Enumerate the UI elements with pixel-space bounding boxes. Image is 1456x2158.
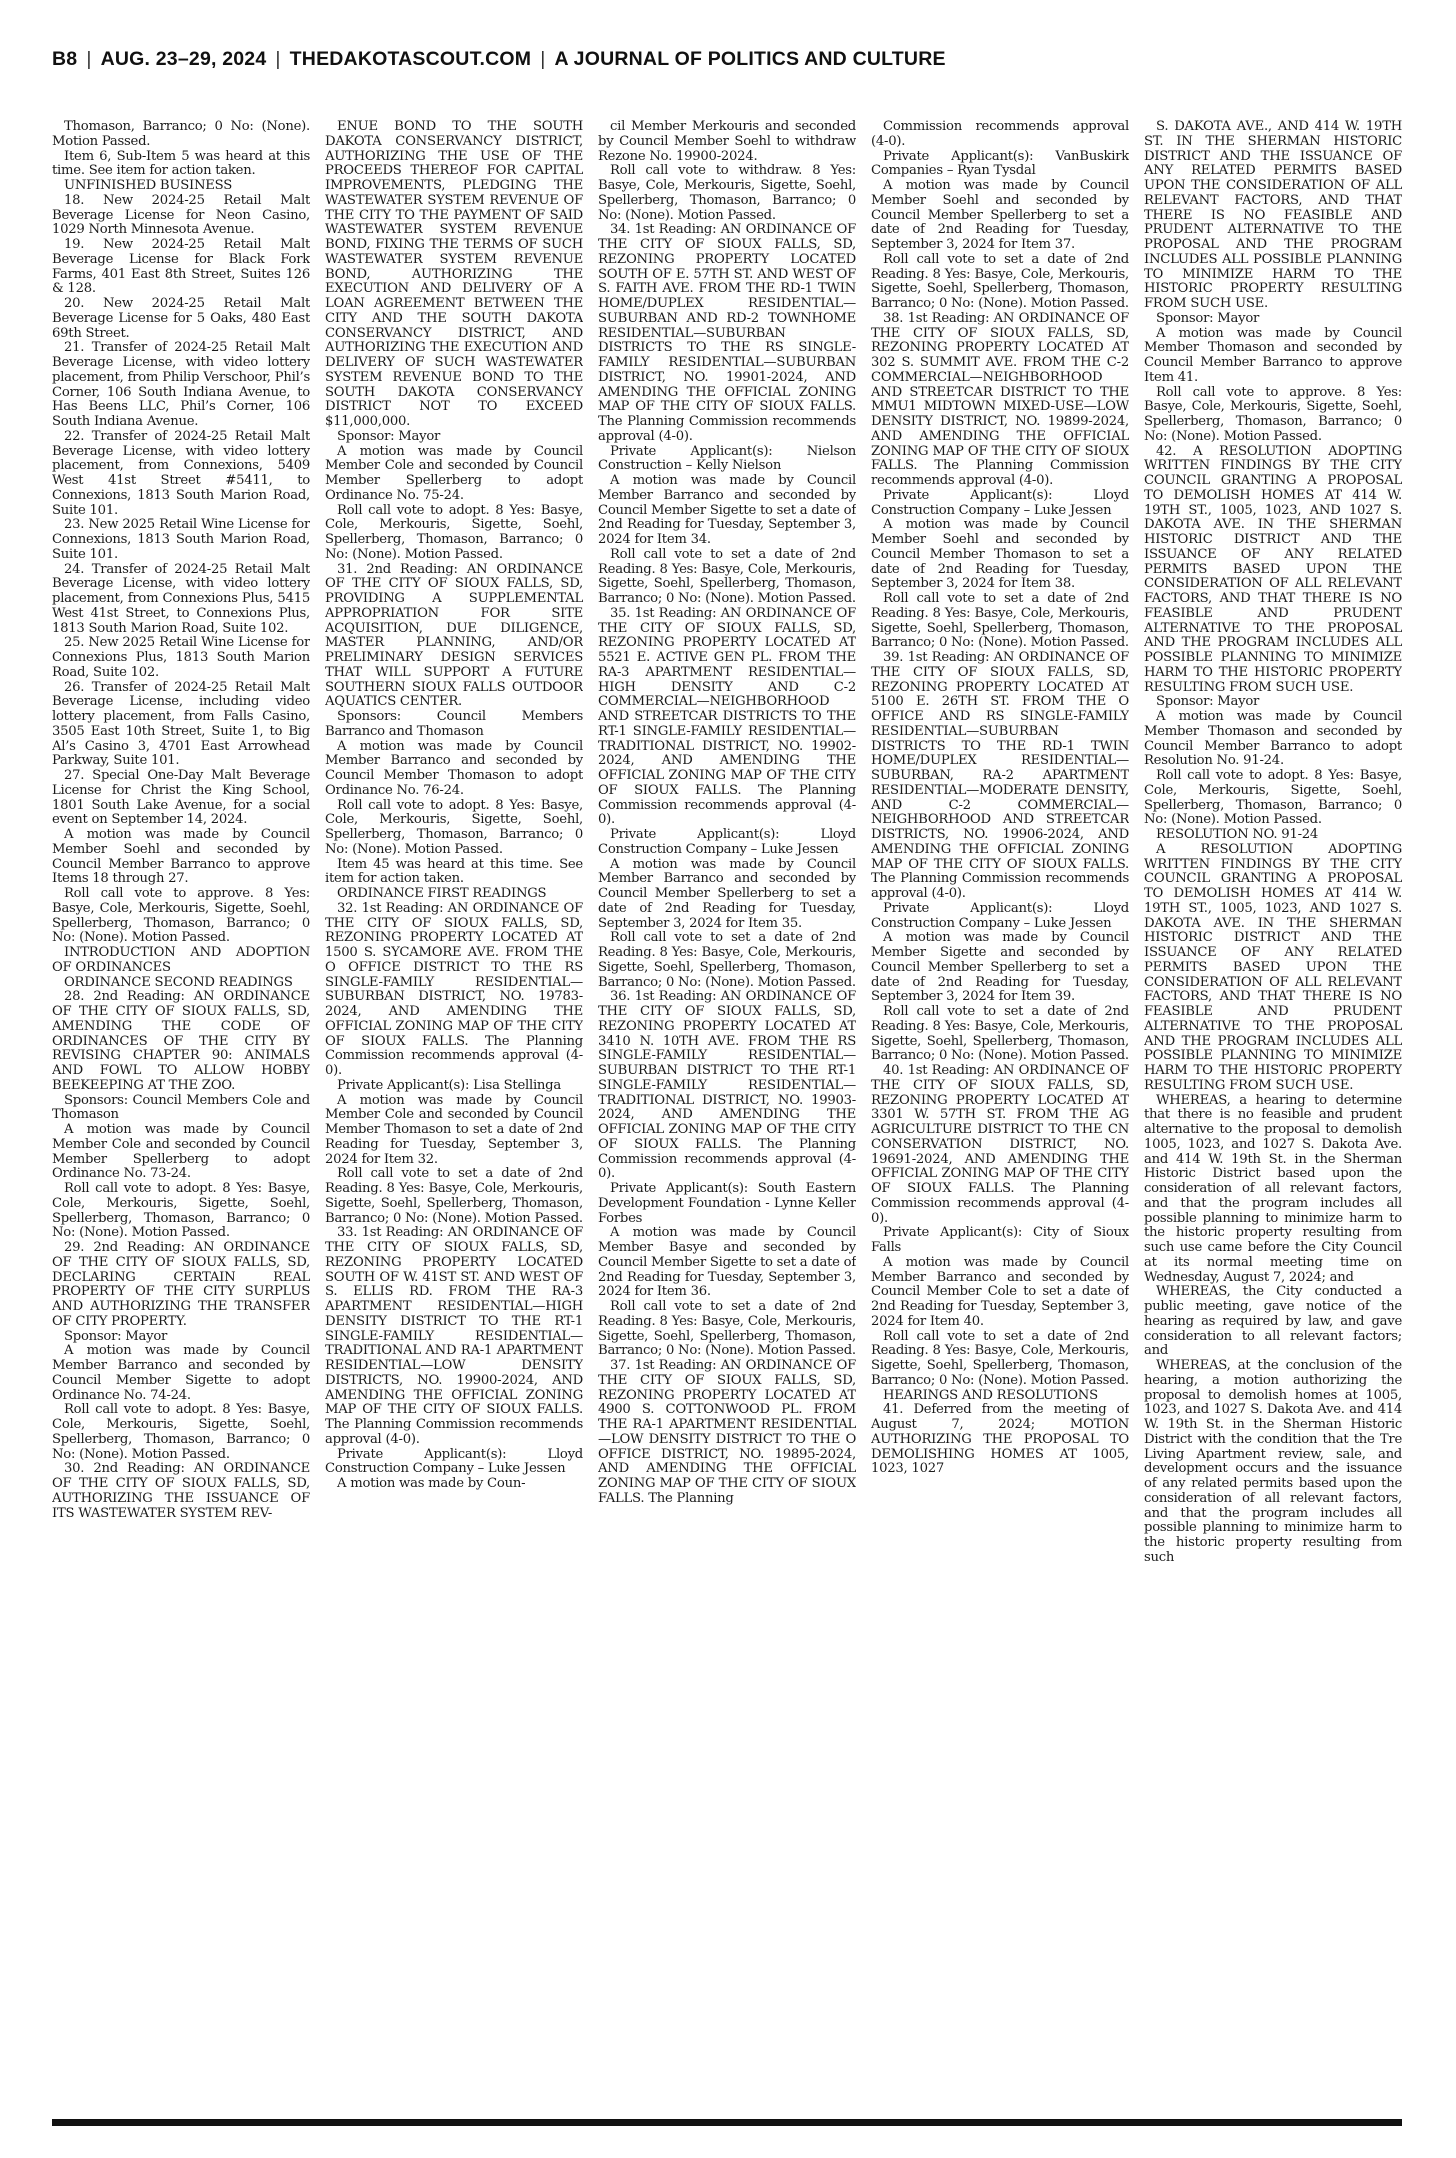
text-column-5 <box>1144 120 1402 2113</box>
paragraph: Commission recommends approval (4-0). <box>871 120 1129 149</box>
paragraph: A motion was made by Council Member Barranco and seconded by Council Member Sigette to adopt Ordinance No. 74-24. <box>52 1343 310 1403</box>
paragraph: Private Applicant(s): Lloyd Construction Company – Luke Jessen <box>598 827 856 857</box>
paragraph: A motion was made by Council Member Sigette and seconded by Council Member Spellerberg to set a date of 2nd Reading for Tuesday, September 3, 2024 for Item 39. <box>871 930 1129 1005</box>
paragraph: Sponsor: Mayor <box>337 428 441 444</box>
header-separator: | <box>540 48 546 70</box>
paragraph: 41. Deferred from the meeting of August 7, 2024; MOTION AUTHORIZING THE PROPOSAL TO DEMOLISHING HOMES AT 1005, 1023, 1027 <box>871 1402 1129 1477</box>
paragraph: Private Applicant(s): Lloyd Construction Company – Luke Jessen <box>871 487 1129 518</box>
paragraph: 23. New 2025 Retail Wine License for Connexions, 1813 South Marion Road, Suite 101. <box>52 517 310 562</box>
paragraph: 30. 2nd Reading: AN ORDINANCE OF THE CITY OF SIOUX FALLS, SD, AUTHORIZING THE ISSUANCE OF ITS WASTEWATER SYSTEM REV- <box>52 1461 310 1521</box>
issue-date: AUG. 23–29, 2024 <box>100 48 267 70</box>
paragraph: 24. Transfer of 2024-25 Retail Malt Beverage License, with video lottery placement, from Connexions Plus, 5415 West 41st Street, to Connexions Plus, 1813 South Marion Road, Suite 102. <box>52 561 310 636</box>
paragraph: 18. New 2024-25 Retail Malt Beverage License for Neon Casino, 1029 North Minnesota Avenue. <box>52 192 310 238</box>
page-header <box>52 48 1412 78</box>
paragraph: Roll call vote to adopt. 8 Yes: Basye, Cole, Merkouris, Sigette, Soehl, Spellerberg, Thomason, Barranco; 0 No: (None). Motion Passed. <box>52 1402 310 1462</box>
text-column-3 <box>598 120 856 2113</box>
paragraph: A motion was made by Council Member Thomason and seconded by Council Member Barranco to approve Item 41. <box>1144 325 1402 385</box>
paragraph: 21. Transfer of 2024-25 Retail Malt Beverage License, with video lottery placement, from Philip Verschoor, Phil’s Corner, 106 South Indiana Avenue, to Has Beens LLC, Phil’s Corner, 106 South Indiana Avenue. <box>52 340 310 429</box>
paragraph: Private Applicant(s): Lloyd Construction Company – Luke Jessen <box>871 900 1129 931</box>
paragraph: 29. 2nd Reading: AN ORDINANCE OF THE CITY OF SIOUX FALLS, SD, DECLARING CERTAIN REAL PROPERTY OF THE CITY SURPLUS AND AUTHORIZING THE TRANSFER OF CITY PROPERTY. <box>52 1240 310 1329</box>
paragraph: 34. 1st Reading: AN ORDINANCE OF THE CITY OF SIOUX FALLS, SD, REZONING PROPERTY LOCATED SOUTH OF E. 57TH ST. AND WEST OF S. FAITH AVE. FROM THE RD-1 TWIN HOME/DUPLEX RESIDENTIAL—SUBURBAN AND RD-2 TOWNHOME RESIDENTIAL—SUBURBAN DISTRICTS TO THE RS SINGLE-FAMILY RESIDENTIAL—SUBURBAN DISTRICT, NO. 19901-2024, AND AMENDING THE OFFICIAL ZONING MAP OF THE CITY OF SIOUX FALLS. The Planning Commission recommends approval (4-0). <box>598 222 856 444</box>
paragraph: cil Member Merkouris and seconded by Council Member Soehl to withdraw Rezone No. 19900-2024. <box>598 120 856 164</box>
paragraph: INTRODUCTION AND ADOPTION OF ORDINANCES <box>52 945 310 975</box>
paragraph: Private Applicant(s): Lisa Stellinga <box>337 1077 561 1093</box>
paragraph: ENUE BOND TO THE SOUTH DAKOTA CONSERVANCY DISTRICT, AUTHORIZING THE USE OF THE PROCEEDS THEREOF FOR CAPITAL IMPROVEMENTS, PLEDGING THE WASTEWATER SYSTEM REVENUE OF THE CITY TO THE PAYMENT OF SAID WASTEWATER SYSTEM REVENUE BOND, FIXING THE TERMS OF SUCH WASTEWATER SYSTEM REVENUE BOND, AUTHORIZING THE EXECUTION AND DELIVERY OF A LOAN AGREEMENT BETWEEN THE CITY AND THE SOUTH DAKOTA CONSERVANCY DISTRICT, AND AUTHORIZING THE EXECUTION AND DELIVERY OF SUCH WASTEWATER SYSTEM REVENUE BOND TO THE SOUTH DAKOTA CONSERVANCY DISTRICT NOT TO EXCEED $11,000,000. <box>325 120 583 429</box>
paragraph: 42. A RESOLUTION ADOPTING WRITTEN FINDINGS BY THE CITY COUNCIL GRANTING A PROPOSAL TO DEMOLISH HOMES AT 414 W. 19TH ST., 1005, 1023, AND 1027 S. DAKOTA AVE. IN THE SHERMAN HISTORIC DISTRICT AND THE ISSUANCE OF ANY RELATED PERMITS BASED UPON THE CONSIDERATION OF ALL RELEVANT FACTORS, AND THAT THERE IS NO FEASIBLE AND PRUDENT ALTERNATIVE TO THE PROPOSAL AND THE PROGRAM INCLUDES ALL POSSIBLE PLANNING TO MINIMIZE HARM TO THE HISTORIC PROPERTY RESULTING FROM SUCH USE. <box>1144 443 1402 695</box>
paragraph: Roll call vote to set a date of 2nd Reading. 8 Yes: Basye, Cole, Merkouris, Sigette, Soehl, Spellerberg, Thomason, Barranco; 0 No: (None). Motion Passed. <box>871 251 1129 311</box>
paragraph: Roll call vote to set a date of 2nd Reading. 8 Yes: Basye, Cole, Merkouris, Sigette, Soehl, Spellerberg, Thomason, Barranco; 0 No: (None). Motion Passed. <box>598 1299 856 1359</box>
paragraph: Roll call vote to adopt. 8 Yes: Basye, Cole, Merkouris, Sigette, Soehl, Spellerberg, Thomason, Barranco; 0 No: (None). Motion Passed. <box>325 502 583 562</box>
paragraph: A motion was made by Council Member Basye and seconded by Council Member Sigette to set a date of 2nd Reading for Tuesday, September 3, 2024 for Item 36. <box>598 1225 856 1300</box>
paragraph: HEARINGS AND RESOLUTIONS <box>883 1387 1098 1403</box>
paragraph: Roll call vote to adopt. 8 Yes: Basye, Cole, Merkouris, Sigette, Soehl, Spellerberg, Thomason, Barranco; 0 No: (None). Motion Passed. <box>325 797 583 857</box>
paragraph: A motion was made by Council Member Thomason and seconded by Council Member Barranco to adopt Resolution No. 91-24. <box>1144 709 1402 769</box>
paragraph: UNFINISHED BUSINESS <box>64 178 232 193</box>
paragraph: Roll call vote to set a date of 2nd Reading. 8 Yes: Basye, Cole, Merkouris, Sigette, Soehl, Spellerberg, Thomason, Barranco; 0 No: (None). Motion Passed. <box>871 1328 1129 1388</box>
paragraph: A motion was made by Council Member Barranco and seconded by Council Member Sigette to set a date of 2nd Reading for Tuesday, September 3, 2024 for Item 34. <box>598 473 856 547</box>
paragraph: Sponsors: Council Members Barranco and Thomason <box>325 709 583 739</box>
paragraph: 36. 1st Reading: AN ORDINANCE OF THE CITY OF SIOUX FALLS, SD, REZONING PROPERTY LOCATED AT 3410 N. 10TH AVE. FROM THE RS SINGLE-FAMILY RESIDENTIAL—SUBURBAN DISTRICT TO THE RT-1 SINGLE-FAMILY RESIDENTIAL—TRADITIONAL DISTRICT, NO. 19903-2024, AND AMENDING THE OFFICIAL ZONING MAP OF THE CITY OF SIOUX FALLS. The Planning Commission recommends approval (4-0). <box>598 989 856 1182</box>
paragraph: A motion was made by Council Member Cole and seconded by Council Member Spellerberg to adopt Ordinance No. 75-24. <box>325 443 583 503</box>
paragraph: Private Applicant(s): VanBuskirk Companies – Ryan Tysdal <box>871 148 1129 179</box>
paragraph: Roll call vote to withdraw. 8 Yes: Basye, Cole, Merkouris, Sigette, Soehl, Spellerberg, Thomason, Barranco; 0 No: (None). Motion Passed. <box>598 163 856 223</box>
text-column-1 <box>52 120 310 2113</box>
paragraph: Private Applicant(s): South Eastern Development Foundation - Lynne Keller Forbes <box>598 1181 856 1226</box>
paragraph: Item 6, Sub-Item 5 was heard at this time. See item for action taken. <box>52 148 310 179</box>
paragraph: A motion was made by Coun- <box>337 1476 526 1491</box>
paragraph: 22. Transfer of 2024-25 Retail Malt Beverage License, with video lottery placement, from Connexions, 5409 West 41st Street #5411, to Connexions, 1813 South Marion Road, Suite 101. <box>52 428 310 518</box>
page-number: B8 <box>52 48 78 70</box>
paragraph: 26. Transfer of 2024-25 Retail Malt Beverage License, including video lottery placement, from Falls Casino, 3505 East 10th Street, Suite 1, to Big Al’s Casino 3, 4701 East Arrowhead Parkway, Suite 101. <box>52 679 310 769</box>
paragraph: 19. New 2024-25 Retail Malt Beverage License for Black Fork Farms, 401 East 8th Street, Suites 126 & 128. <box>52 237 310 297</box>
tagline: A JOURNAL OF POLITICS AND CULTURE <box>554 48 946 70</box>
paragraph: A RESOLUTION ADOPTING WRITTEN FINDINGS BY THE CITY COUNCIL GRANTING A PROPOSAL TO DEMOLISH HOMES AT 414 W. 19TH ST., 1005, 1023, AND 1027 S. DAKOTA AVE. IN THE SHERMAN HISTORIC DISTRICT AND THE ISSUANCE OF ANY RELATED PERMITS BASED UPON THE CONSIDERATION OF ALL RELEVANT FACTORS, AND THAT THERE IS NO FEASIBLE AND PRUDENT ALTERNATIVE TO THE PROPOSAL AND THE PROGRAM INCLUDES ALL POSSIBLE PLANNING TO MINIMIZE HARM TO THE HISTORIC PROPERTY RESULTING FROM SUCH USE. <box>1144 841 1402 1093</box>
paragraph: 28. 2nd Reading: AN ORDINANCE OF THE CITY OF SIOUX FALLS, SD, AMENDING THE CODE OF ORDINANCES OF THE CITY BY REVISING CHAPTER 90: ANIMALS AND FOWL TO ALLOW HOBBY BEEKEEPING AT THE ZOO. <box>52 989 310 1093</box>
bottom-rule <box>52 2119 1402 2126</box>
paragraph: Roll call vote to set a date of 2nd Reading. 8 Yes: Basye, Cole, Merkouris, Sigette, Soehl, Spellerberg, Thomason, Barranco; 0 No: (None). Motion Passed. <box>598 930 856 990</box>
paragraph: 27. Special One-Day Malt Beverage License for Christ the King School, 1801 South Lake Avenue, for a social event on September 14, 2024. <box>52 768 310 828</box>
paragraph: 37. 1st Reading: AN ORDINANCE OF THE CITY OF SIOUX FALLS, SD, REZONING PROPERTY LOCATED AT 4900 S. COTTONWOOD PL. FROM THE RA-1 APARTMENT RESIDENTIAL—LOW DENSITY DISTRICT TO THE O OFFICE DISTRICT, NO. 19895-2024, AND AMENDING THE OFFICIAL ZONING MAP OF THE CITY OF SIOUX FALLS. The Planning <box>598 1358 856 1506</box>
paragraph: ORDINANCE FIRST READINGS <box>337 886 547 901</box>
paragraph: WHEREAS, a hearing to determine that there is no feasible and prudent alternative to the proposal to demolish 1005, 1023, and 1027 S. Dakota Ave. and 414 W. 19th St. in the Sherman Historic District based upon the consideration of all relevant factors, and that the program includes all possible planning to minimize harm to the historic property resulting from such use came before the City Council at its normal meeting time on Wednesday, August 7, 2024; and <box>1144 1092 1402 1285</box>
paragraph: Roll call vote to approve. 8 Yes: Basye, Cole, Merkouris, Sigette, Soehl, Spellerberg, Thomason, Barranco; 0 No: (None). Motion Passed. <box>1144 384 1402 444</box>
paragraph: 31. 2nd Reading: AN ORDINANCE OF THE CITY OF SIOUX FALLS, SD, PROVIDING A SUPPLEMENTAL APPROPRIATION FOR SITE ACQUISITION, DUE DILIGENCE, MASTER PLANNING, AND/OR PRELIMINARY DESIGN SERVICES THAT WILL SUPPORT A FUTURE SOUTHERN SIOUX FALLS OUTDOOR AQUATICS CENTER. <box>325 561 583 710</box>
paragraph: 33. 1st Reading: AN ORDINANCE OF THE CITY OF SIOUX FALLS, SD, REZONING PROPERTY LOCATED SOUTH OF W. 41ST ST. AND WEST OF S. ELLIS RD. FROM THE RA-3 APARTMENT RESIDENTIAL—HIGH DENSITY DISTRICT TO THE RT-1 SINGLE-FAMILY RESIDENTIAL—TRADITIONAL AND RA-1 APARTMENT RESIDENTIAL—LOW DENSITY DISTRICTS, NO. 19900-2024, AND AMENDING THE OFFICIAL ZONING MAP OF THE CITY OF SIOUX FALLS. The Planning Commission recommends approval (4-0). <box>325 1225 583 1447</box>
paragraph: Roll call vote to set a date of 2nd Reading. 8 Yes: Basye, Cole, Merkouris, Sigette, Soehl, Spellerberg, Thomason, Barranco; 0 No: (None). Motion Passed. <box>598 546 856 606</box>
paragraph: Roll call vote to approve. 8 Yes: Basye, Cole, Merkouris, Sigette, Soehl, Spellerberg, Thomason, Barranco; 0 No: (None). Motion Passed. <box>52 886 310 946</box>
paragraph: 32. 1st Reading: AN ORDINANCE OF THE CITY OF SIOUX FALLS, SD, REZONING PROPERTY LOCATED AT 1500 S. SYCAMORE AVE. FROM THE O OFFICE DISTRICT TO THE RS SINGLE-FAMILY RESIDENTIAL—SUBURBAN DISTRICT, NO. 19783-2024, AND AMENDING THE OFFICIAL ZONING MAP OF THE CITY OF SIOUX FALLS. The Planning Commission recommends approval (4-0). <box>325 900 583 1078</box>
paragraph: Roll call vote to set a date of 2nd Reading. 8 Yes: Basye, Cole, Merkouris, Sigette, Soehl, Spellerberg, Thomason, Barranco; 0 No: (None). Motion Passed. <box>871 1004 1129 1064</box>
text-column-2 <box>325 120 583 2113</box>
text-column-4 <box>871 120 1129 2113</box>
paragraph: 35. 1st Reading: AN ORDINANCE OF THE CITY OF SIOUX FALLS, SD, REZONING PROPERTY LOCATED AT 5521 E. ACTIVE GEN PL. FROM THE RA-3 APARTMENT RESIDENTIAL—HIGH DENSITY AND C-2 COMMERCIAL—NEIGHBORHOOD AND STREETCAR DISTRICTS TO THE RT-1 SINGLE-FAMILY RESIDENTIAL—TRADITIONAL DISTRICT, NO. 19902-2024, AND AMENDING THE OFFICIAL ZONING MAP OF THE CITY OF SIOUX FALLS. The Planning Commission recommends approval (4-0). <box>598 605 856 828</box>
paragraph: Private Applicant(s): Nielson Construction – Kelly Nielson <box>598 443 856 474</box>
header-separator: | <box>275 48 281 70</box>
paragraph: Roll call vote to set a date of 2nd Reading. 8 Yes: Basye, Cole, Merkouris, Sigette, Soehl, Spellerberg, Thomason, Barranco; 0 No: (None). Motion Passed. <box>325 1166 583 1226</box>
paragraph: A motion was made by Council Member Soehl and seconded by Council Member Thomason to set a date of 2nd Reading for Tuesday, September 3, 2024 for Item 38. <box>871 517 1129 592</box>
paragraph: 25. New 2025 Retail Wine License for Connexions Plus, 1813 South Marion Road, Suite 102. <box>52 635 310 680</box>
paragraph: A motion was made by Council Member Cole and seconded by Council Member Thomason to set a date of 2nd Reading for Tuesday, September 3, 2024 for Item 32. <box>325 1092 583 1167</box>
paragraph: 40. 1st Reading: AN ORDINANCE OF THE CITY OF SIOUX FALLS, SD, REZONING PROPERTY LOCATED AT 3301 W. 57TH ST. FROM THE AG AGRICULTURE DISTRICT TO THE CN CONSERVATION DISTRICT, NO. 19691-2024, AND AMENDING THE OFFICIAL ZONING MAP OF THE CITY OF SIOUX FALLS. The Planning Commission recommends approval (4-0). <box>871 1063 1129 1226</box>
paragraph: Private Applicant(s): Lloyd Construction Company – Luke Jessen <box>325 1446 583 1477</box>
paragraph: Roll call vote to set a date of 2nd Reading. 8 Yes: Basye, Cole, Merkouris, Sigette, Soehl, Spellerberg, Thomason, Barranco; 0 No: (None). Motion Passed. <box>871 591 1129 651</box>
paragraph: Thomason, Barranco; 0 No: (None). Motion Passed. <box>52 120 310 149</box>
paragraph: WHEREAS, at the conclusion of the hearing, a motion authorizing the proposal to demolish homes at 1005, 1023, and 1027 S. Dakota Ave. and 414 W. 19th St. in the Sherman Historic District with the condition that the Tre Living Apartment review, sale, and development occurs and the issuance of any related permits based upon the consideration of all relevant factors, and that the program includes all possible planning to minimize harm to the historic property resulting from such <box>1144 1358 1402 1565</box>
paragraph: 39. 1st Reading: AN ORDINANCE OF THE CITY OF SIOUX FALLS, SD, REZONING PROPERTY LOCATED AT 5100 E. 26TH ST. FROM THE O OFFICE AND RS SINGLE-FAMILY RESIDENTIAL—SUBURBAN DISTRICTS TO THE RD-1 TWIN HOME/DUPLEX RESIDENTIAL—SUBURBAN, RA-2 APARTMENT RESIDENTIAL—MODERATE DENSITY, AND C-2 COMMERCIAL—NEIGHBORHOOD AND STREETCAR DISTRICTS, NO. 19906-2024, AND AMENDING THE OFFICIAL ZONING MAP OF THE CITY OF SIOUX FALLS. The Planning Commission recommends approval (4-0). <box>871 650 1129 901</box>
paragraph: Sponsor: Mayor <box>64 1328 168 1344</box>
paragraph: ORDINANCE SECOND READINGS <box>64 974 293 990</box>
paragraph: A motion was made by Council Member Barranco and seconded by Council Member Cole to set a date of 2nd Reading for Tuesday, September 3, 2024 for Item 40. <box>871 1254 1129 1329</box>
article-columns <box>52 120 1402 2113</box>
paragraph: Private Applicant(s): City of Sioux Falls <box>871 1225 1129 1255</box>
header-separator: | <box>86 48 92 70</box>
paragraph: RESOLUTION NO. 91-24 <box>1156 827 1319 842</box>
paragraph: A motion was made by Council Member Soehl and seconded by Council Member Spellerberg to set a date of 2nd Reading for Tuesday, September 3, 2024 for Item 37. <box>871 178 1129 252</box>
paragraph: S. DAKOTA AVE., AND 414 W. 19TH ST. IN THE SHERMAN HISTORIC DISTRICT AND THE ISSUANCE OF ANY RELATED PERMITS BASED UPON THE CONSIDERATION OF ALL RELEVANT FACTORS, AND THAT THERE IS NO FEASIBLE AND PRUDENT ALTERNATIVE TO THE PROPOSAL AND THE PROGRAM INCLUDES ALL POSSIBLE PLANNING TO MINIMIZE HARM TO THE HISTORIC PROPERTY RESULTING FROM SUCH USE. <box>1144 120 1402 311</box>
paragraph: A motion was made by Council Member Barranco and seconded by Council Member Thomason to adopt Ordinance No. 76-24. <box>325 738 583 798</box>
paragraph: Roll call vote to adopt. 8 Yes: Basye, Cole, Merkouris, Sigette, Soehl, Spellerberg, Thomason, Barranco; 0 No: (None). Motion Passed. <box>52 1181 310 1241</box>
paragraph: 20. New 2024-25 Retail Malt Beverage License for 5 Oaks, 480 East 69th Street. <box>52 296 310 341</box>
paragraph: Sponsor: Mayor <box>1156 694 1260 710</box>
paragraph: WHEREAS, the City conducted a public meeting, gave notice of the hearing as required by law, and gave consideration to all relevant factors; and <box>1144 1284 1402 1359</box>
paragraph: 38. 1st Reading: AN ORDINANCE OF THE CITY OF SIOUX FALLS, SD, REZONING PROPERTY LOCATED AT 302 S. SUMMIT AVE. FROM THE C-2 COMMERCIAL—NEIGHBORHOOD AND STREETCAR DISTRICT TO THE MMU1 MIDTOWN MIXED-USE—LOW DENSITY DISTRICT, NO. 19899-2024, AND AMENDING THE OFFICIAL ZONING MAP OF THE CITY OF SIOUX FALLS. The Planning Commission recommends approval (4-0). <box>871 310 1129 488</box>
paragraph: A motion was made by Council Member Soehl and seconded by Council Member Barranco to approve Items 18 through 27. <box>52 827 310 887</box>
paragraph: A motion was made by Council Member Cole and seconded by Council Member Spellerberg to adopt Ordinance No. 73-24. <box>52 1122 310 1182</box>
site-name: THEDAKOTASCOUT.COM <box>289 48 532 70</box>
paragraph: A motion was made by Council Member Barranco and seconded by Council Member Spellerberg to set a date of 2nd Reading for Tuesday, September 3, 2024 for Item 35. <box>598 856 856 931</box>
paragraph: Sponsor: Mayor <box>1156 310 1260 326</box>
paragraph: Sponsors: Council Members Cole and Thomason <box>52 1092 310 1123</box>
paragraph: Item 45 was heard at this time. See item for action taken. <box>325 856 583 887</box>
paragraph: Roll call vote to adopt. 8 Yes: Basye, Cole, Merkouris, Sigette, Soehl, Spellerberg, Thomason, Barranco; 0 No: (None). Motion Passed. <box>1144 768 1402 828</box>
